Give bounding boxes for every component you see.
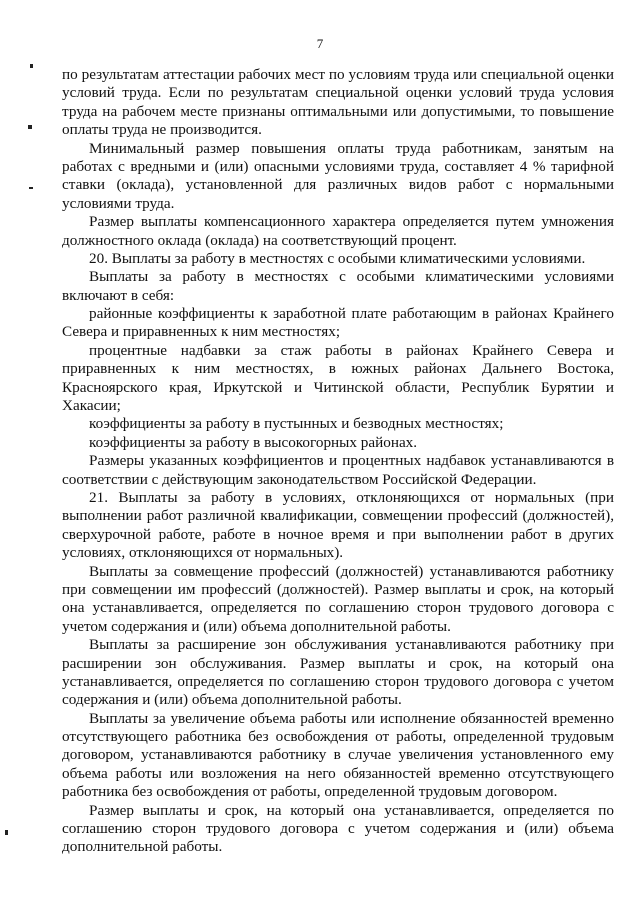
text-line: по результатам аттестации рабочих мест по условиям труда или специальной оценки: [62, 66, 614, 83]
text-line: учетом содержания и (или) объема дополнительной работы.: [62, 617, 451, 635]
margin-mark-1: [30, 64, 33, 68]
document-body: [62, 66, 614, 857]
text-line: коэффициенты за работу в пустынных и безводных местностях;: [89, 415, 504, 433]
text-line: оплаты труда не производится.: [62, 121, 262, 139]
text-line: Размер выплаты и срок, на который она устанавливается, определяется по: [89, 801, 614, 819]
text-line: Выплаты за работу в местностях с особыми климатическими условиями: [89, 268, 614, 286]
text-line: дополнительной работы.: [62, 838, 223, 856]
text-line: при совмещении им профессий (должностей). Размер выплаты и срок, на который: [62, 580, 614, 598]
margin-mark-2: [28, 125, 32, 129]
text-line: Хакасии;: [62, 397, 121, 415]
text-line: условиях, отклоняющихся от нормальных).: [62, 544, 344, 562]
text-line: работах с вредными и (или) опасными условиями труда, составляет 4 % тарифной: [62, 157, 614, 175]
text-line: условий труда. Если по результатам специальной оценки условий труда условия: [62, 84, 614, 102]
text-line: содержания и (или) объема дополнительной работы.: [62, 691, 402, 709]
text-line: должностного оклада (оклада) на соответствующий процент.: [62, 231, 457, 249]
text-line: Красноярского края, Иркутской и Читинской области, Республик Бурятии и: [62, 378, 614, 396]
text-line: Выплаты за увеличение объема работы или исполнение обязанностей временно: [89, 709, 614, 727]
text-line: процентные надбавки за стаж работы в районах Крайнего Севера и: [89, 341, 614, 359]
text-line: договором, устанавливаются работнику в случае увеличения установленного ему: [62, 746, 614, 764]
text-line: Размер выплаты компенсационного характера определяется путем умножения: [89, 213, 614, 231]
margin-mark-3: [29, 187, 33, 189]
text-line: Размеры указанных коэффициентов и процентных надбавок устанавливаются в: [89, 452, 614, 470]
text-line: 21. Выплаты за работу в условиях, отклоняющихся от нормальных (при: [89, 488, 614, 506]
text-line: выполнении работ различной квалификации, совмещении профессий (должностей),: [62, 507, 614, 525]
text-line: коэффициенты за работу в высокогорных районах.: [89, 433, 418, 451]
text-line: расширении зон обслуживания. Размер выплаты и срок, на который она: [62, 654, 614, 672]
text-line: соответствии с действующим законодательством Российской Федерации.: [62, 470, 537, 488]
text-line: Выплаты за расширение зон обслуживания устанавливаются работнику при: [89, 636, 614, 654]
text-line: Выплаты за совмещение профессий (должностей) устанавливаются работнику: [89, 562, 614, 580]
text-line: она устанавливается, определяется по соглашению сторон трудового договора с: [62, 599, 614, 617]
text-line: 20. Выплаты за работу в местностях с особыми климатическими условиями.: [89, 249, 586, 267]
margin-mark-4: [5, 830, 8, 835]
text-line: труда на рабочем месте признаны оптимальными или допустимыми, то повышение: [62, 102, 614, 120]
text-line: приравненных к ним местностях, в южных районах Дальнего Востока,: [62, 360, 614, 378]
text-line: соглашению сторон трудового договора с учетом содержания и (или) объема: [62, 820, 614, 838]
text-line: устанавливается, определяется по соглашению сторон трудового договора с учетом: [62, 672, 614, 690]
text-line: Севера и приравненных к ним местностях;: [62, 323, 341, 341]
text-line: сверхурочной работе, работе в ночное время и при выполнении работ в других: [62, 525, 614, 543]
text-line: отсутствующего работника без освобождения от работы, определенной трудовым: [62, 728, 614, 746]
text-line: включают в себя:: [62, 286, 175, 304]
text-line: работника без освобождения от работы, определенной трудовым договором.: [62, 783, 558, 801]
text-line: условиями труда.: [62, 194, 175, 212]
text-line: Минимальный размер повышения оплаты труда работникам, занятым на: [89, 139, 614, 157]
page-number: 7: [316, 36, 324, 51]
text-line: ставки (оклада), установленной для различных видов работ с нормальными: [62, 176, 614, 194]
text-line: районные коэффициенты к заработной плате работающим в районах Крайнего: [89, 305, 614, 323]
text-line: объема работы или возложения на него обязанностей временно отсутствующего: [62, 764, 614, 782]
